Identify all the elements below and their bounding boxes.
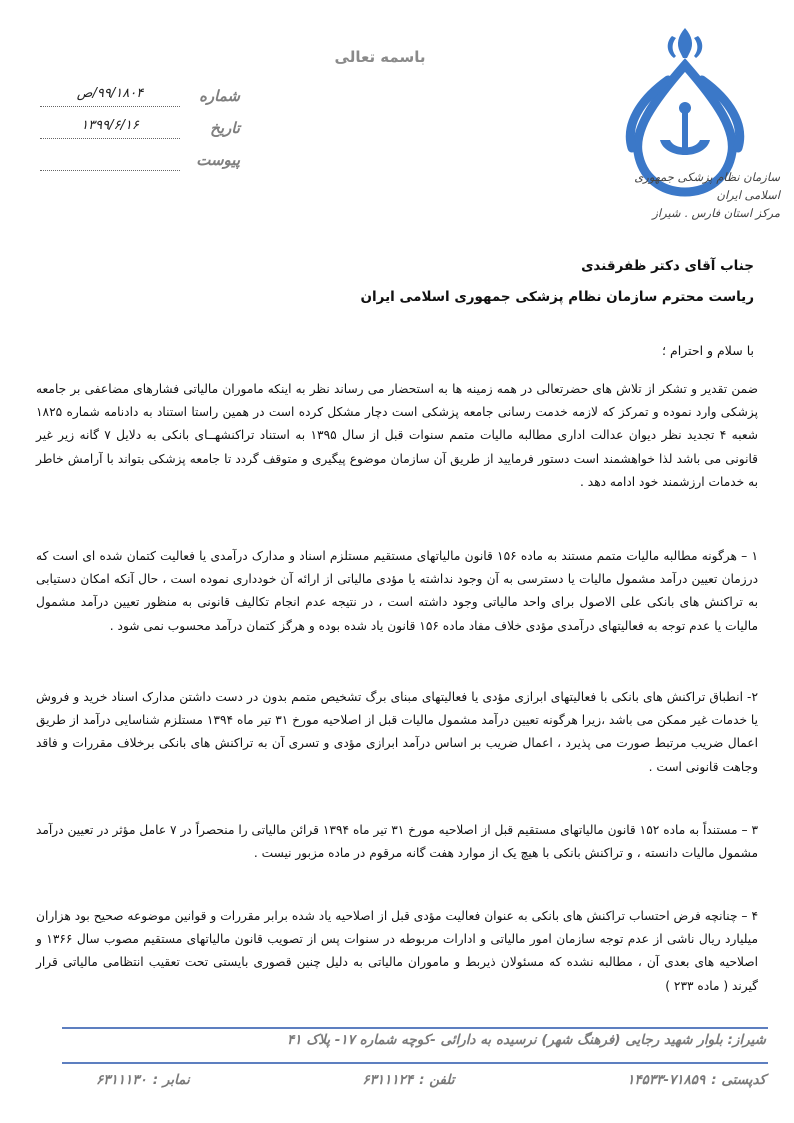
recipient-name: جناب آقای دکتر ظفرقندی <box>581 258 754 274</box>
number-value: ۹۹/۱۸۰۴/ص <box>40 86 180 107</box>
date-value: ۱۳۹۹/۶/۱۶ <box>40 118 180 139</box>
postal-code <box>621 1072 766 1088</box>
attachment-row <box>40 144 240 176</box>
fax-number <box>90 1072 190 1088</box>
postal-code-value: ۷۱۸۵۹-۱۴۵۳۳ <box>627 1072 706 1088</box>
letter-meta <box>40 80 240 176</box>
footer-address: شیراز: بلوار شهید رجایی (فرهنگ شهر) نرسیده به دارائی -کوچه شماره ۱۷- پلاک ۴۱ <box>287 1032 766 1048</box>
body-paragraph-4: ۴ – چنانچه فرض احتساب تراکنش های بانکی به عنوان فعالیت مؤدی قبل از اصلاحیه یاد شده برابر مقررات و قوانین موضوعه صحیح بود هزاران میلیارد ریال ناشی از عدم توجه سازمان امور مالیاتی و ادارات مربوطه در سنوات پس از تصویب قانون مالیاتهای مستقیم مصوب سال ۱۳۶۶ و اصلاحیه های بعدی آن ، مطالبه نشده که مسئولان ذیربط و ماموران مالیاتی به دلیل چنین قصوری بایستی تحت تعقیب انتظامی مالیاتی قرار گیرند ( ماده ۲۳۳ ) <box>36 909 758 993</box>
footer-divider-bottom <box>62 1062 768 1064</box>
fax-value: ۶۳۱۱۱۳۰ <box>96 1072 147 1088</box>
phone-number <box>356 1072 454 1088</box>
organization-name-line1: سازمان نظام پزشکی جمهوری اسلامی ایران <box>634 170 780 202</box>
date-row <box>40 112 240 144</box>
phone-value: ۶۳۱۱۱۲۴ <box>362 1072 414 1088</box>
attachment-label: پیوست <box>196 151 240 169</box>
footer-contacts <box>90 1072 766 1088</box>
recipient-title: ریاست محترم سازمان نظام پزشکی جمهوری اسلامی ایران <box>360 289 754 305</box>
fax-label: نمابر : <box>152 1072 190 1088</box>
body-paragraph-intro: ضمن تقدیر و تشکر از تلاش های حضرتعالی در همه زمینه ها به استحضار می رساند نظر به اینکه ماموران مالیاتی فشارهای مضاعفی بر جامعه پزشکی وارد نموده و تمرکز که لازمه خدمت رسانی جامعه پزشکی است دچار مشکل کرده است در همین راستا استناد به دادنامه شماره ۱۸۲۵ شعبه ۴ تجدید نظر دیوان عدالت اداری مطالبه مالیات متمم سنوات قبل از سال ۱۳۹۵ به استناد تراکنشهــای بانکی به دلایل ۷ گانه زیر غیر قانونی می باشد لذا خواهشمند است دستور فرمایید از طریق آن سازمان موضوع پیگیری و متوقف گردد تا جامعه پزشکی بتواند با آرامش خاطر به خدمات ارزشمند خود ادامه دهد . <box>36 382 758 489</box>
footer-divider-top <box>62 1027 768 1029</box>
number-row <box>40 80 240 112</box>
greeting: با سلام و احترام ؛ <box>662 343 754 358</box>
body-paragraph-3: ۳ – مستنداً به ماده ۱۵۲ قانون مالیاتهای مستقیم قبل از اصلاحیه مورخ ۳۱ تیر ماه ۱۳۹۴ قرائن مالیاتی را منحصراً در ۷ عامل مؤثر در تعیین درآمد مشمول مالیات دانسته ، و تراکنش بانکی با هیچ یک از موارد هفت گانه مرقوم در ماده مزبور نیست . <box>36 823 758 861</box>
body-paragraph-1: ۱ – هرگونه مطالبه مالیات متمم مستند به ماده ۱۵۶ قانون مالیاتهای مستقیم مستلزم اسناد و مدارک درآمدی یا فعالیت کتمان شده ای است که درزمان تعیین درآمد مشمول مالیات یا دسترسی به آن وجود نداشته یا مؤدی مالیاتی از ارائه آن خودداری نموده است ، حال آنکه امکان دستیابی به تراکنش های بانکی علی الاصول برای واحد مالیاتی وجود داشته است ، در نتیجه عدم انجام تکالیف قانونی به منظور تعیین درآمد مشمول مالیات یا عدم توجه به فعالیتهای درآمدی مؤدی خلاف مفاد ماده ۱۵۶ قانون یاد شده بوده و هرگز کتمان درآمد محسوب نمی شود . <box>36 549 758 633</box>
organization-name-line2: مرکز استان فارس . شیراز <box>652 206 780 220</box>
date-label: تاریخ <box>210 119 240 137</box>
body-paragraph-2: ۲- انطباق تراکنش های بانکی با فعالیتهای ابرازی مؤدی یا فعالیتهای مبنای برگ تشخیص متمم بدون در دست داشتن مدارک اسناد خرید و فروش یا خدمات غیر ممکن می باشد ،زیرا هرگونه تعیین درآمد مشمول مالیات قبل از اصلاحیه مورخ ۳۱ تیر ماه ۱۳۹۴ مستلزم شناسایی درآمد از طریق اعمال ضریب مرتبط صورت می پذیرد ، اعمال ضریب بر اساس درآمد ابرازی مؤدی و تسری آن به تراکنش های بانکی برخلاف مقررات و فاقد وجاهت قانونی است . <box>36 690 759 774</box>
attachment-value <box>40 150 180 171</box>
organization-name <box>600 168 780 222</box>
postal-code-label: کدپستی : <box>711 1072 766 1088</box>
phone-label: تلفن : <box>419 1072 455 1088</box>
number-label: شماره <box>199 87 240 105</box>
basmala-heading: باسمه تعالی <box>334 48 426 66</box>
